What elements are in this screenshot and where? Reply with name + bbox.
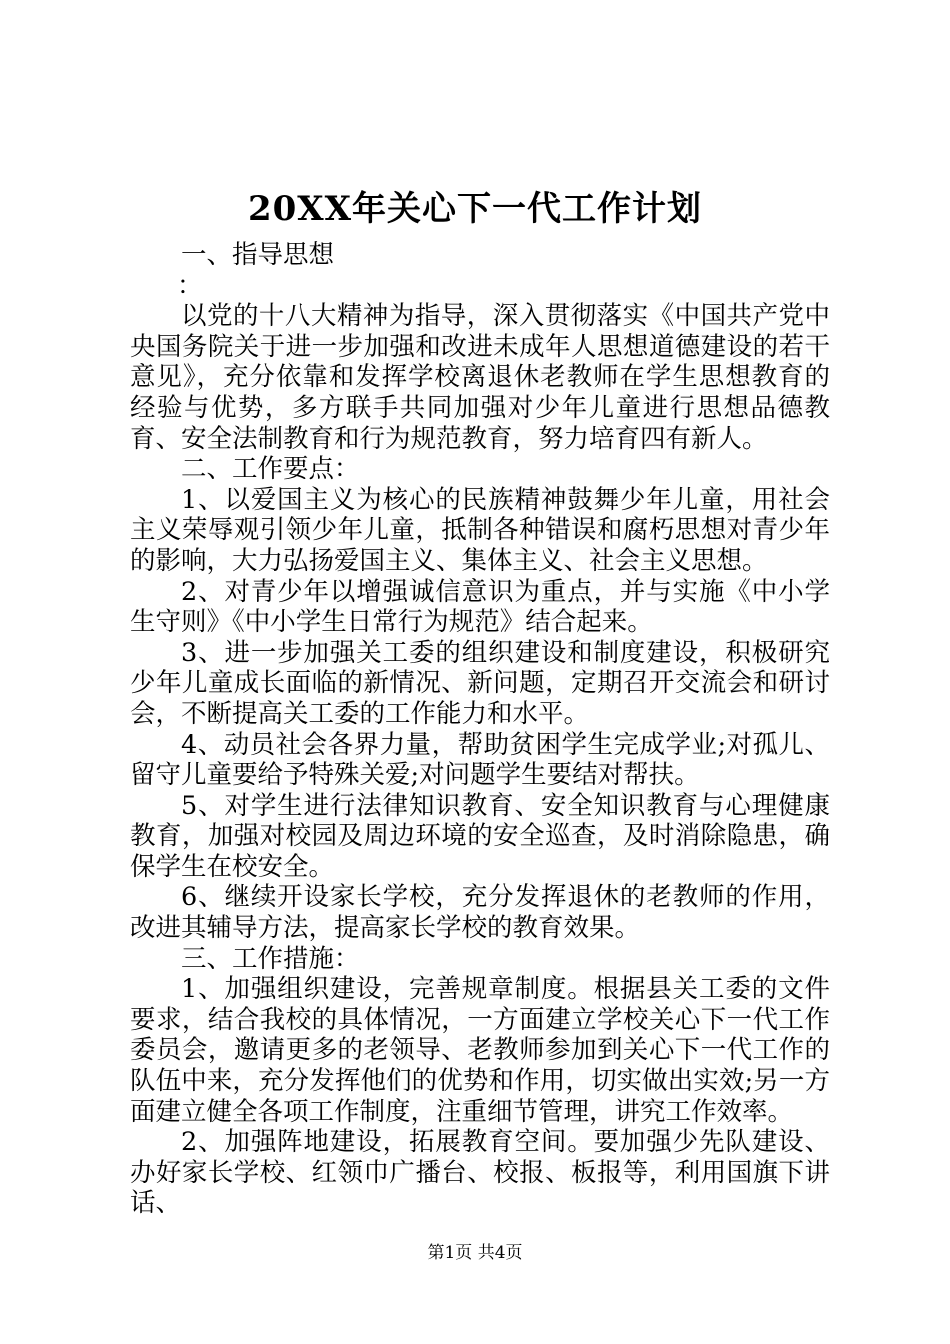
paragraph: 1、加强组织建设，完善规章制度。根据县关工委的文件要求，结合我校的具体情况，一方面建立学校关心下一代工作委员会，邀请更多的老领导、老教师参加到关心下一代工作的队伍中来，充分发挥他们的优势和作用，切实做出实效;另一方面建立健全各项工作制度，注重细节管理，讲究工作效率。 <box>130 974 830 1127</box>
paragraph: 6、继续开设家长学校，充分发挥退休的老教师的作用，改进其辅导方法，提高家长学校的教育效果。 <box>130 882 830 944</box>
section-heading-work-measures: 三、工作措施： <box>181 943 360 974</box>
paragraph: 1、以爱国主义为核心的民族精神鼓舞少年儿童，用社会主义荣辱观引领少年儿童，抵制各种错误和腐朽思想对青少年的影响，大力弘扬爱国主义、集体主义、社会主义思想。 <box>130 484 830 576</box>
stray-colon: ： <box>177 270 203 301</box>
section-heading-guiding-ideology: 一、指导思想 <box>181 240 335 270</box>
paragraph: 4、动员社会各界力量，帮助贫困学生完成学业;对孤儿、留守儿童要给予特殊关爱;对问题学生要结对帮扶。 <box>130 729 830 791</box>
paragraph: 3、进一步加强关工委的组织建设和制度建设，积极研究少年儿童成长面临的新情况、新问题，定期召开交流会和研讨会，不断提高关工委的工作能力和水平。 <box>130 637 830 729</box>
paragraph: 5、对学生进行法律知识教育、安全知识教育与心理健康教育，加强对校园及周边环境的安全巡查，及时消除隐患，确保学生在校安全。 <box>130 790 830 882</box>
paragraph: 2、对青少年以增强诚信意识为重点，并与实施《中小学生守则》《中小学生日常行为规范》结合起来。 <box>130 576 830 638</box>
document-title: 20XX年关心下一代工作计划 <box>247 189 703 229</box>
document-body <box>130 240 830 1219</box>
section-heading-work-points: 二、工作要点： <box>181 454 360 485</box>
page-number-footer: 第1页 共4页 <box>427 1243 523 1263</box>
paragraph: 以党的十八大精神为指导，深入贯彻落实《中国共产党中央国务院关于进一步加强和改进未成年人思想道德建设的若干意见》，充分依靠和发挥学校离退休老教师在学生思想教育的经验与优势，多方联手共同加强对少年儿童进行思想品德教育、安全法制教育和行为规范教育，努力培育四有新人。 <box>130 301 830 454</box>
paragraph: 2、加强阵地建设，拓展教育空间。要加强少先队建设、办好家长学校、红领巾广播台、校报、板报等，利用国旗下讲话、 <box>130 1127 830 1219</box>
